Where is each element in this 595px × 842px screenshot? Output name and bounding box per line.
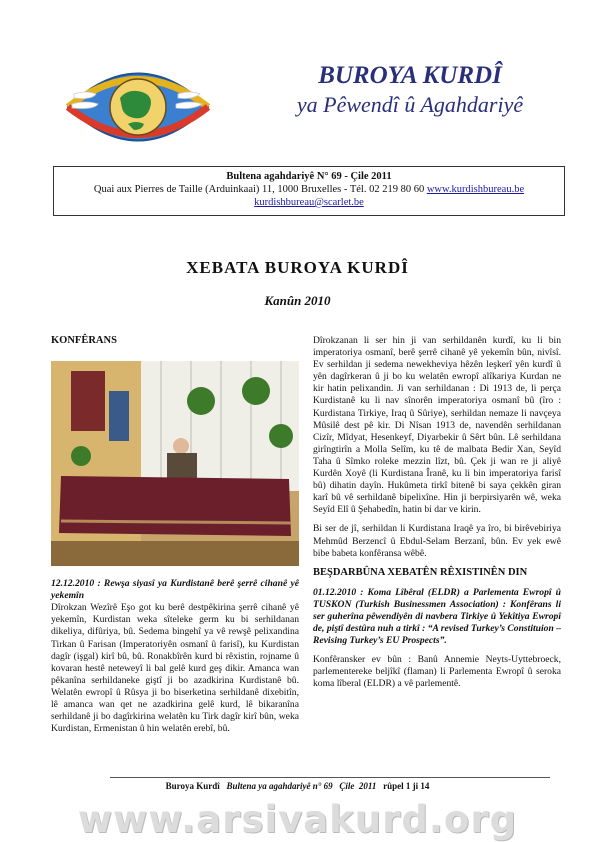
kurdish-bureau-logo — [62, 58, 214, 156]
email-link[interactable]: kurdishbureau@scarlet.be — [254, 197, 364, 208]
section-title: XEBATA BUROYA KURDÎ — [186, 258, 409, 277]
conference-caption: 12.12.2010 : Rewşa siyasî ya Kurdistanê berê şerrê cihanê yê yekemîn — [51, 578, 299, 602]
paragraph-3: Konfêransker ev bûn : Banû Annemie Neyts-Uyttebroeck, parlementereke beljîkî (flaman) li Parlementa Ewropî û seroka koma lîberal (ELDR) a vê parlementê. — [313, 654, 561, 690]
left-column — [51, 335, 299, 735]
org-subtitle: ya Pêwendî û Agahdariyê — [296, 92, 524, 117]
footer-year: 2011 — [358, 781, 377, 791]
address: Quai aux Pierres de Taille (Arduinkaai) 11, 1000 Bruxelles - Tél. 02 219 80 60 — [93, 184, 425, 195]
right-column — [313, 335, 561, 698]
conference-photo — [51, 361, 299, 566]
section-subtitle: Kanûn 2010 — [264, 293, 331, 308]
paragraph-2: Bi ser de jî, serhildan li Kurdistana Iraqê ya îro, bi birêvebiriya Mehmûd Berzencî û Ebdul-Selam Berzanî, bûn. Ev yek ewê bibe babeta konfêransa wêbê. — [313, 523, 561, 559]
conference-heading: KONFÊRANS — [51, 335, 117, 346]
org-title: BUROYA KURDÎ — [318, 62, 502, 89]
footer-bulletin: Bultena ya agahdariyê n° 69 — [226, 781, 333, 791]
participation-heading: BEŞDARBÛNA XEBATÊN RÊXISTINÊN DIN — [313, 566, 528, 578]
address-line — [54, 183, 564, 196]
website-link[interactable]: www.kurdishbureau.be — [426, 184, 525, 195]
paragraph-1: Dîrokzanan li ser hin ji van serhildanên kurdî, ku li bin imperatoriya osmanî, berê şerrê cihanê yê yekemîn bûn, nivîsî. Ev serhildan ji sedema newekheviya hêzên leşkerî yên kurdî û yên dagîrkeran û ji bo ku welatên ewropî alîkariya Kurdan ne kir hatin pelixandin. Ji van serhildanan : Di 1913 de, li perça Kurdistanê ku li nav sînorên imperatoriya osmanî bû (îro : Kurdistana Tirkiye, Iraq û Sûriye), serhildan nemaze li navçeya Mûsilê dest pê kir. Di Nîsan 1913 de, navendên serhildanan Cizîr, Mîdyat, Hesenkeyf, Diyarbekir û Sêrt bûn. Lê serhildana girîngtirîn a Molla Selîm, ku tê de malbata Bedir Xan, Seyîd Taha û Sîmko roleke mezzin lîzt, bû. Çek ji wan re ji aliyê Kurdên Xoyê (li Kurdistana Îranê, ku li bin imperatoriya farisî bû) dihatin dayîn. Hukûmeta tirkî bitenê bi saya çekkên giran karî bû vê serhildanê bipelixîne. Hin ji berpirsiyarên wê, weka Seyîd Elî û Şehabedîn, hatin bi dar ve kirin. — [313, 335, 561, 516]
conference-body: Dîrokzan Wezîrê Eşo got ku berê destpêkirina şerrê cihanê yê yekemîn, Kurdistan weka sîteleke germ ku bi serhildanan dikeliya, difûriya, bû. Sedema bingehî ya vê rewşê pelixandina Tirkan û Farisan (Imperatoriyên osmanî û farisî), ku Kurdistan dagîr (işgal) kirî bû, bû. Ronakbîrên kurd bi rêxistin, rojname û kovaran hestê neteweyî li bal gelê kurd geş dikir. Amanca wan pêkanîna serhildaneke giştî ji bo azadkirina Kurdistanê bû. Welatên ewropî û Rûsya ji bo biserketina serhildanê dixebitîn, lê amanca wan qet ne azadkirina gelê kurd, lê bikaranîna serhildanê ji bo dagîrkirina welatên ku Tirk dagîr kirî bûn, weka Kurdistan, Ermenistan û hin welatên erebî, bû. — [51, 602, 299, 735]
watermark: www.arsivakurd.org — [77, 798, 518, 841]
footer-page: rûpel 1 ji 14 — [383, 781, 430, 791]
footer-month: Çile — [339, 781, 355, 791]
bulletin-number: Bultena agahdariyê N° 69 - Çile 2011 — [226, 171, 392, 182]
page-footer — [0, 781, 595, 791]
footer-org: Buroya Kurdî — [165, 781, 220, 791]
event-title: 01.12.2010 : Koma Lîbêral (ELDR) a Parlementa Ewropî û TUSKON (Turkish Businessmen Association) : Konfêrans li ser guherîna pêwendiyên di navbera Tirkiye û Yekîtiya Ewropî de, piştî destûra nuh a tirkî : “A revised Turkey’s Constituion – Revising Turkey’s EU Prospects”. — [313, 586, 561, 647]
info-box — [53, 166, 565, 216]
footer-divider — [110, 777, 550, 778]
